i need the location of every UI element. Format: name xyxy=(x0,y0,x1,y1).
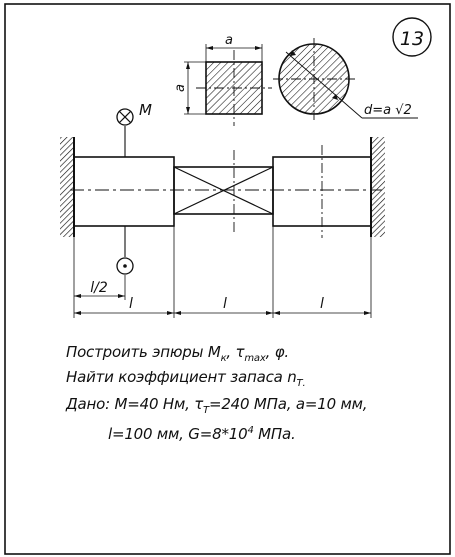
segment-length-label-2: l xyxy=(223,296,227,312)
half-length-label: l/2 xyxy=(90,280,108,296)
square-height-label: a xyxy=(173,84,188,92)
shaft-system xyxy=(60,109,385,318)
segment-length-label-3: l xyxy=(320,296,324,312)
task-line-2: Найти коэффициент запаса $n_{Т.}$ xyxy=(66,368,306,389)
segment-length-label-1: l xyxy=(129,296,133,312)
task-line-4: l=100 мм, $G=8*10^4$ МПа. xyxy=(108,425,296,443)
task-line-1: Построить эпюры $M_к$, $\tau_{max}$, φ. xyxy=(66,343,289,364)
square-side-label: a xyxy=(225,33,233,48)
square-section xyxy=(184,44,272,126)
problem-number: 13 xyxy=(399,28,425,50)
task-line-3: Дано: M=40 Hм, $\tau_Т=240$ МПа, a=10 мм, xyxy=(66,395,368,416)
moment-label: M xyxy=(139,101,152,119)
circle-diameter-label: d=a √2 xyxy=(364,103,412,118)
